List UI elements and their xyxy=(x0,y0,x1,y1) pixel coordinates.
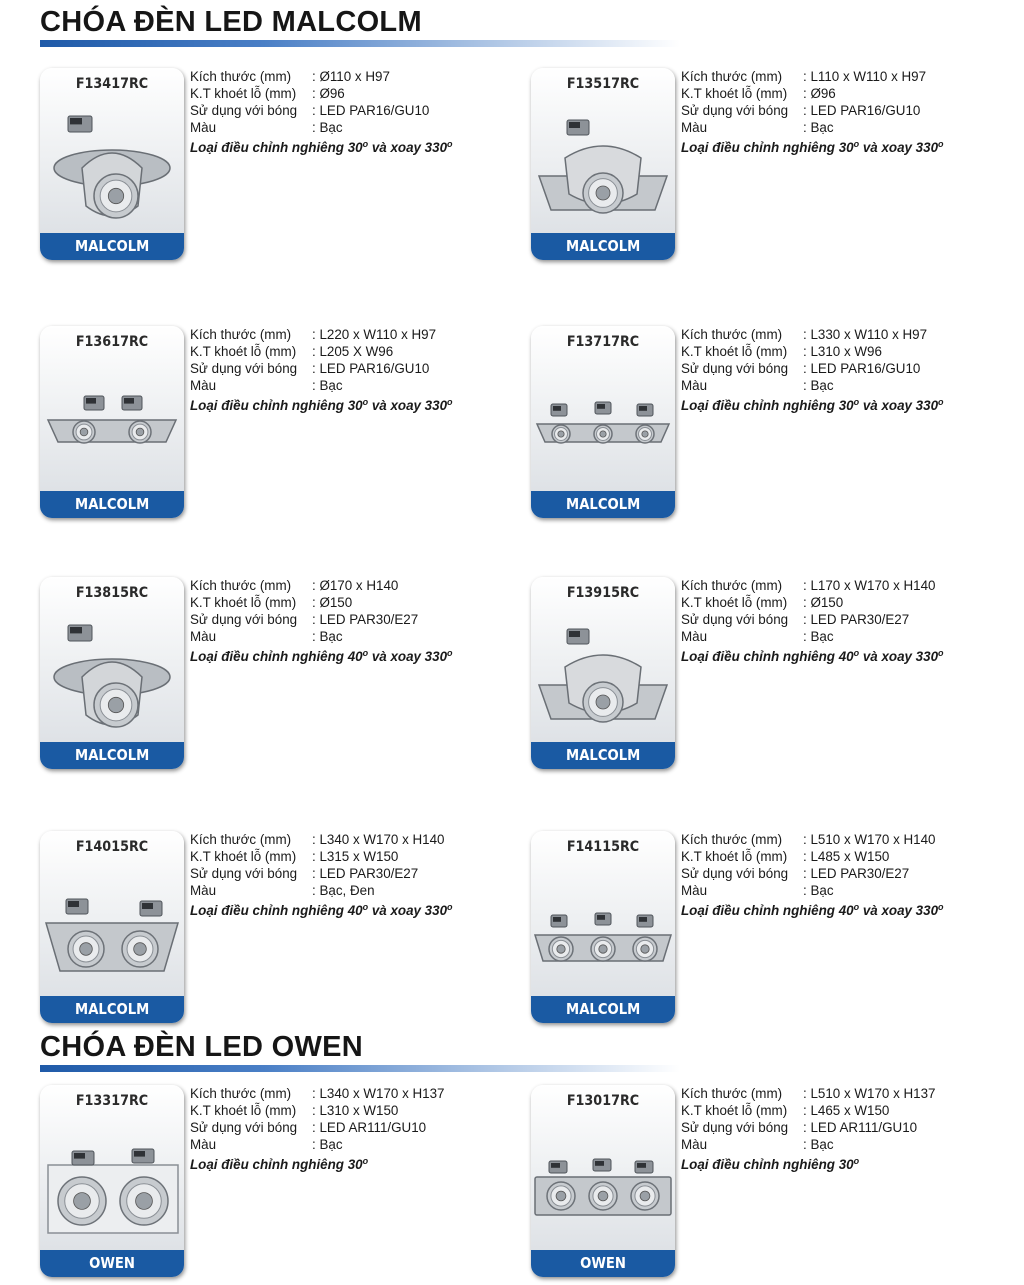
product-card xyxy=(531,577,675,769)
spec-value: : Bạc xyxy=(803,378,834,393)
spec-adjust-note xyxy=(681,645,1011,665)
spec-adjust-note xyxy=(190,645,520,665)
spec-label: Sử dụng với bóng xyxy=(190,866,298,881)
note-rotate-text: và xoay 330 xyxy=(859,398,939,413)
spec-value: : L310 x W150 xyxy=(312,1103,399,1118)
note-text: Loại điều chỉnh nghiêng 30 xyxy=(190,140,363,155)
spec-label: Kích thước (mm) xyxy=(681,327,783,342)
product-specs xyxy=(681,68,1011,156)
product-brand-label xyxy=(40,742,184,769)
spec-label: Màu xyxy=(190,120,217,135)
spec-value: : L110 x W110 x H97 xyxy=(803,69,927,84)
note-rotate-degree: o xyxy=(938,397,944,407)
spec-value: : LED AR111/GU10 xyxy=(803,1120,918,1135)
spec-label: Kích thước (mm) xyxy=(681,1086,783,1101)
note-degree: o xyxy=(362,902,369,912)
spec-label: Sử dụng với bóng xyxy=(190,612,298,627)
spec-label: K.T khoét lỗ (mm) xyxy=(681,849,788,864)
spec-label: Kích thước (mm) xyxy=(190,1086,292,1101)
product-image xyxy=(531,98,675,233)
spec-cutout xyxy=(190,85,520,102)
note-text: Loại điều chỉnh nghiêng 30 xyxy=(190,398,363,413)
spec-adjust-note xyxy=(190,394,520,414)
spec-cutout xyxy=(190,848,520,865)
product-specs xyxy=(190,577,520,665)
spec-lamp xyxy=(190,102,520,119)
spec-value: : L170 x W170 x H140 xyxy=(803,578,936,593)
spec-value: : Ø96 xyxy=(803,86,836,101)
product-item xyxy=(40,1085,520,1280)
product-code: F13017RC xyxy=(566,1093,640,1109)
spec-label: Sử dụng với bóng xyxy=(681,103,789,118)
note-text: Loại điều chỉnh nghiêng 40 xyxy=(681,903,854,918)
note-degree: o xyxy=(853,139,860,149)
note-text: Loại điều chỉnh nghiêng 40 xyxy=(681,649,854,664)
note-degree: o xyxy=(853,397,860,407)
note-degree: o xyxy=(362,1156,369,1166)
spec-color xyxy=(681,119,1011,136)
spec-label: K.T khoét lỗ (mm) xyxy=(190,86,297,101)
spec-value: : Ø170 x H140 xyxy=(312,578,399,593)
spec-size xyxy=(681,326,1011,343)
product-brand-text: MALCOLM xyxy=(565,237,641,255)
product-code: F13317RC xyxy=(75,1093,149,1109)
spec-color xyxy=(190,119,520,136)
note-degree: o xyxy=(362,397,369,407)
spec-adjust-note xyxy=(681,899,1011,919)
spec-color xyxy=(190,628,520,645)
spec-color xyxy=(681,377,1011,394)
spec-cutout xyxy=(681,848,1011,865)
product-card xyxy=(531,326,675,518)
spec-label: Kích thước (mm) xyxy=(681,832,783,847)
spec-value: : Bạc xyxy=(803,1137,834,1152)
note-rotate-text: và xoay 330 xyxy=(859,903,939,918)
product-brand-label xyxy=(40,491,184,518)
spec-value: : Bạc xyxy=(803,629,834,644)
spec-lamp xyxy=(190,360,520,377)
product-item xyxy=(40,68,520,263)
product-brand-text: OWEN xyxy=(580,1254,626,1272)
spec-label: Màu xyxy=(681,1137,708,1152)
spec-adjust-note xyxy=(190,1153,520,1173)
spec-adjust-note xyxy=(190,899,520,919)
spec-color xyxy=(190,1136,520,1153)
spec-cutout xyxy=(681,594,1011,611)
product-code: F13617RC xyxy=(75,334,149,350)
spec-value: : Ø96 xyxy=(312,86,345,101)
spec-lamp xyxy=(681,611,1011,628)
note-rotate-degree: o xyxy=(938,139,944,149)
spec-adjust-note xyxy=(190,136,520,156)
product-brand-label xyxy=(40,233,184,260)
spec-cutout xyxy=(681,343,1011,360)
spec-lamp xyxy=(190,865,520,882)
spec-lamp xyxy=(190,611,520,628)
spec-size xyxy=(681,577,1011,594)
spec-label: K.T khoét lỗ (mm) xyxy=(681,1103,788,1118)
section-title-malcolm: CHÓA ĐÈN LED MALCOLM xyxy=(40,6,422,38)
product-specs xyxy=(190,68,520,156)
spec-lamp xyxy=(681,1119,1011,1136)
spec-size xyxy=(190,577,520,594)
note-rotate-degree: o xyxy=(938,902,944,912)
note-degree: o xyxy=(853,1156,860,1166)
note-rotate-text: và xoay 330 xyxy=(368,903,448,918)
product-item xyxy=(40,577,520,772)
spec-label: K.T khoét lỗ (mm) xyxy=(681,344,788,359)
spec-value: : LED PAR30/E27 xyxy=(803,612,910,627)
product-brand-label xyxy=(531,233,675,260)
product-code: F14115RC xyxy=(566,839,640,855)
product-specs xyxy=(190,1085,520,1173)
product-specs xyxy=(190,831,520,919)
spec-label: Sử dụng với bóng xyxy=(190,1120,298,1135)
spec-value: : LED PAR16/GU10 xyxy=(312,103,430,118)
spec-label: K.T khoét lỗ (mm) xyxy=(681,86,788,101)
spec-value: : L330 x W110 x H97 xyxy=(803,327,928,342)
note-rotate-text: và xoay 330 xyxy=(859,649,939,664)
spec-size xyxy=(190,1085,520,1102)
spec-value: : L340 x W170 x H140 xyxy=(312,832,445,847)
section-title-underline xyxy=(40,1065,680,1072)
spec-lamp xyxy=(681,865,1011,882)
note-degree: o xyxy=(853,902,860,912)
spec-value: : L485 x W150 xyxy=(803,849,890,864)
spec-size xyxy=(190,831,520,848)
product-image xyxy=(40,98,184,233)
spec-value: : LED PAR16/GU10 xyxy=(803,103,921,118)
product-card xyxy=(40,831,184,1023)
product-image xyxy=(40,861,184,996)
spec-adjust-note xyxy=(681,1153,1011,1173)
product-card xyxy=(40,68,184,260)
product-brand-text: MALCOLM xyxy=(565,746,641,764)
product-item xyxy=(40,326,520,521)
spec-label: Sử dụng với bóng xyxy=(681,612,789,627)
spec-adjust-note xyxy=(681,136,1011,156)
note-text: Loại điều chỉnh nghiêng 30 xyxy=(190,1157,363,1172)
product-brand-text: MALCOLM xyxy=(565,495,641,513)
spec-size xyxy=(681,68,1011,85)
product-image xyxy=(531,861,675,996)
spec-size xyxy=(190,326,520,343)
note-rotate-text: và xoay 330 xyxy=(368,649,448,664)
spec-label: Màu xyxy=(681,629,708,644)
spec-size xyxy=(681,1085,1011,1102)
spec-label: Màu xyxy=(190,1137,217,1152)
note-text: Loại điều chỉnh nghiêng 40 xyxy=(190,649,363,664)
product-code: F13517RC xyxy=(566,76,640,92)
product-brand-label xyxy=(531,742,675,769)
note-text: Loại điều chỉnh nghiêng 30 xyxy=(681,398,854,413)
product-specs xyxy=(681,326,1011,414)
spec-value: : L465 x W150 xyxy=(803,1103,890,1118)
spec-cutout xyxy=(190,1102,520,1119)
spec-value: : L220 x W110 x H97 xyxy=(312,327,437,342)
spec-value: : LED PAR30/E27 xyxy=(312,612,419,627)
spec-value: : Bạc xyxy=(803,120,834,135)
spec-label: Kích thước (mm) xyxy=(681,69,783,84)
product-image xyxy=(40,607,184,742)
spec-lamp xyxy=(190,1119,520,1136)
product-specs xyxy=(681,1085,1011,1173)
spec-value: : L315 x W150 xyxy=(312,849,399,864)
product-image xyxy=(40,356,184,491)
product-brand-label xyxy=(40,996,184,1023)
spec-value: : L510 x W170 x H140 xyxy=(803,832,936,847)
note-degree: o xyxy=(362,139,369,149)
spec-color xyxy=(681,628,1011,645)
product-item xyxy=(531,577,1011,772)
note-rotate-degree: o xyxy=(447,397,453,407)
spec-label: Kích thước (mm) xyxy=(190,578,292,593)
product-card xyxy=(531,68,675,260)
spec-label: Kích thước (mm) xyxy=(681,578,783,593)
note-rotate-text: và xoay 330 xyxy=(368,398,448,413)
spec-color xyxy=(190,882,520,899)
spec-cutout xyxy=(190,343,520,360)
spec-label: K.T khoét lỗ (mm) xyxy=(190,849,297,864)
spec-value: : L510 x W170 x H137 xyxy=(803,1086,936,1101)
product-code: F13915RC xyxy=(566,585,640,601)
spec-value: : Ø110 x H97 xyxy=(312,69,390,84)
spec-label: Kích thước (mm) xyxy=(190,69,292,84)
note-rotate-degree: o xyxy=(447,139,453,149)
product-code: F13417RC xyxy=(75,76,149,92)
product-card xyxy=(531,1085,675,1277)
spec-value: : L340 x W170 x H137 xyxy=(312,1086,445,1101)
product-code: F13815RC xyxy=(75,585,149,601)
product-item xyxy=(531,1085,1011,1280)
product-image xyxy=(531,1115,675,1250)
product-brand-label xyxy=(531,1250,675,1277)
section-title-underline xyxy=(40,40,680,47)
note-text: Loại điều chỉnh nghiêng 40 xyxy=(190,903,363,918)
spec-value: : Bạc, Đen xyxy=(312,883,375,898)
spec-color xyxy=(681,882,1011,899)
spec-label: K.T khoét lỗ (mm) xyxy=(190,595,297,610)
spec-value: : Bạc xyxy=(312,629,343,644)
spec-cutout xyxy=(681,1102,1011,1119)
spec-cutout xyxy=(681,85,1011,102)
note-rotate-text: và xoay 330 xyxy=(368,140,448,155)
section-title-owen: CHÓA ĐÈN LED OWEN xyxy=(40,1031,364,1063)
spec-lamp xyxy=(681,102,1011,119)
spec-value: : LED PAR30/E27 xyxy=(803,866,910,881)
product-brand-label xyxy=(40,1250,184,1277)
product-brand-text: MALCOLM xyxy=(565,1000,641,1018)
spec-label: Màu xyxy=(681,120,708,135)
spec-value: : LED AR111/GU10 xyxy=(312,1120,427,1135)
product-brand-text: MALCOLM xyxy=(74,495,150,513)
spec-label: Kích thước (mm) xyxy=(190,327,292,342)
note-text: Loại điều chỉnh nghiêng 30 xyxy=(681,140,854,155)
spec-value: : Bạc xyxy=(312,1137,343,1152)
product-specs xyxy=(190,326,520,414)
product-item xyxy=(531,831,1011,1026)
spec-value: : Bạc xyxy=(803,883,834,898)
note-text: Loại điều chỉnh nghiêng 30 xyxy=(681,1157,854,1172)
product-card xyxy=(531,831,675,1023)
note-degree: o xyxy=(853,648,860,658)
spec-value: : L205 X W96 xyxy=(312,344,394,359)
product-item xyxy=(40,831,520,1026)
spec-label: Sử dụng với bóng xyxy=(190,361,298,376)
spec-value: : Bạc xyxy=(312,120,343,135)
spec-value: : L310 x W96 xyxy=(803,344,882,359)
product-item xyxy=(531,68,1011,263)
spec-label: Sử dụng với bóng xyxy=(190,103,298,118)
product-image xyxy=(531,607,675,742)
spec-value: : LED PAR16/GU10 xyxy=(803,361,921,376)
spec-value: : Ø150 xyxy=(312,595,353,610)
product-specs xyxy=(681,577,1011,665)
note-rotate-degree: o xyxy=(447,902,453,912)
spec-value: : Bạc xyxy=(312,378,343,393)
spec-adjust-note xyxy=(681,394,1011,414)
product-code: F13717RC xyxy=(566,334,640,350)
spec-size xyxy=(681,831,1011,848)
product-brand-text: MALCOLM xyxy=(74,237,150,255)
spec-color xyxy=(681,1136,1011,1153)
product-brand-text: OWEN xyxy=(89,1254,135,1272)
spec-label: Màu xyxy=(190,629,217,644)
note-rotate-degree: o xyxy=(447,648,453,658)
product-item xyxy=(531,326,1011,521)
spec-label: Sử dụng với bóng xyxy=(681,866,789,881)
note-degree: o xyxy=(362,648,369,658)
product-card xyxy=(40,577,184,769)
spec-label: Màu xyxy=(681,883,708,898)
spec-label: K.T khoét lỗ (mm) xyxy=(681,595,788,610)
note-rotate-text: và xoay 330 xyxy=(859,140,939,155)
spec-value: : LED PAR30/E27 xyxy=(312,866,419,881)
spec-cutout xyxy=(190,594,520,611)
product-image xyxy=(531,356,675,491)
product-brand-label xyxy=(531,996,675,1023)
spec-size xyxy=(190,68,520,85)
note-rotate-degree: o xyxy=(938,648,944,658)
spec-label: Màu xyxy=(190,378,217,393)
spec-color xyxy=(190,377,520,394)
spec-label: Kích thước (mm) xyxy=(190,832,292,847)
spec-lamp xyxy=(681,360,1011,377)
spec-value: : Ø150 xyxy=(803,595,844,610)
product-brand-text: MALCOLM xyxy=(74,746,150,764)
product-code: F14015RC xyxy=(75,839,149,855)
spec-label: Màu xyxy=(190,883,217,898)
spec-label: K.T khoét lỗ (mm) xyxy=(190,1103,297,1118)
product-brand-label xyxy=(531,491,675,518)
spec-label: Sử dụng với bóng xyxy=(681,361,789,376)
product-brand-text: MALCOLM xyxy=(74,1000,150,1018)
product-card xyxy=(40,1085,184,1277)
spec-label: Sử dụng với bóng xyxy=(681,1120,789,1135)
spec-label: Màu xyxy=(681,378,708,393)
spec-label: K.T khoét lỗ (mm) xyxy=(190,344,297,359)
product-specs xyxy=(681,831,1011,919)
spec-value: : LED PAR16/GU10 xyxy=(312,361,430,376)
product-image xyxy=(40,1115,184,1250)
product-card xyxy=(40,326,184,518)
